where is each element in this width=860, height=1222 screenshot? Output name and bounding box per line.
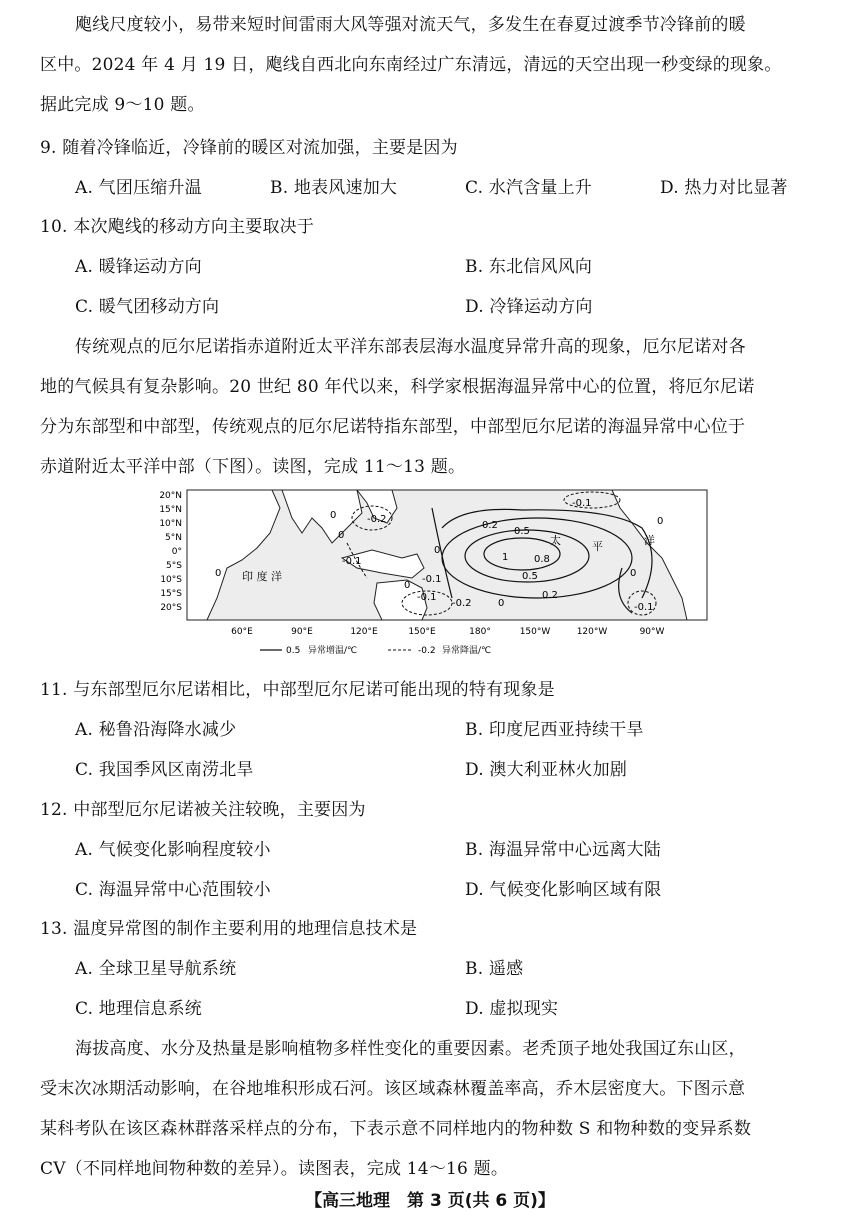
contour-label: 0	[498, 598, 505, 609]
question-10-option-b: B. 东北信风风向	[465, 257, 593, 277]
passage3-line-3: 某科考队在该区森林群落采样点的分布，下表示意不同样地内的物种数 S 和物种数的变异系数	[40, 1119, 752, 1139]
lon-label: 150°E	[408, 627, 436, 637]
lat-label: 5°N	[165, 533, 182, 543]
passage2-line-3: 分为东部型和中部型，传统观点的厄尔尼诺特指东部型，中部型厄尔尼诺的海温异常中心位于	[40, 417, 746, 437]
lat-label: 15°N	[159, 505, 182, 515]
lon-label: 120°W	[576, 627, 608, 637]
question-13-option-a: A. 全球卫星导航系统	[75, 959, 237, 979]
contour-label: 0	[434, 545, 441, 556]
page-footer: 【高三地理 第 3 页(共 6 页)】	[305, 1191, 555, 1211]
contour-label: -0.1	[342, 556, 362, 567]
question-11-option-a: A. 秘鲁沿海降水减少	[75, 720, 237, 740]
passage1-line-2: 区中。2024 年 4 月 19 日，飑线自西北向东南经过广东清远，清远的天空出现一秒变绿的现象。	[40, 55, 782, 75]
lat-label: 5°S	[166, 561, 182, 571]
contour-label: 0	[657, 516, 664, 527]
contour-label: 0	[404, 580, 411, 591]
question-12-option-d: D. 气候变化影响区域有限	[465, 880, 662, 900]
pacific-ocean-label-2: 平	[592, 540, 603, 553]
contour-label: -0.1	[572, 498, 592, 509]
question-9-option-c: C. 水汽含量上升	[465, 178, 593, 198]
lat-label: 0°	[171, 547, 182, 557]
question-10-stem: 10. 本次飑线的移动方向主要取决于	[40, 217, 315, 237]
contour-label: 0	[630, 568, 637, 579]
question-9-option-d: D. 热力对比显著	[660, 178, 788, 198]
question-10-option-a: A. 暖锋运动方向	[75, 257, 202, 277]
legend-cool-value: -0.2	[418, 646, 436, 656]
lat-label: 10°N	[159, 519, 182, 529]
sst-anomaly-map	[142, 488, 710, 658]
contour-label: 0.2	[542, 590, 558, 601]
question-11-option-d: D. 澳大利亚林火加剧	[465, 760, 628, 780]
pacific-ocean-label-3: 洋	[644, 534, 655, 547]
indian-ocean-label: 印 度 洋	[242, 570, 282, 583]
legend-cool-text: 异常降温/℃	[442, 646, 492, 656]
question-11-option-c: C. 我国季风区南涝北旱	[75, 760, 254, 780]
question-13-stem: 13. 温度异常图的制作主要利用的地理信息技术是	[40, 919, 418, 939]
question-9-stem: 9. 随着冷锋临近，冷锋前的暖区对流加强，主要是因为	[40, 138, 458, 158]
question-10-option-d: D. 冷锋运动方向	[465, 297, 593, 317]
pacific-ocean-label-1: 太	[550, 534, 561, 547]
question-12-option-b: B. 海温异常中心远离大陆	[465, 840, 661, 860]
lon-label: 90°E	[291, 627, 313, 637]
lon-label: 150°W	[519, 627, 551, 637]
contour-label: 0	[330, 510, 337, 521]
question-9-option-b: B. 地表风速加大	[270, 178, 398, 198]
passage2-line-1: 传统观点的厄尔尼诺指赤道附近太平洋东部表层海水温度异常升高的现象，厄尔尼诺对各	[75, 337, 746, 357]
contour-label: 0.8	[534, 554, 550, 565]
contour-label: 0	[338, 530, 345, 541]
lat-label: 20°N	[159, 491, 182, 501]
contour-label: -0.1	[634, 602, 654, 613]
question-12-stem: 12. 中部型厄尔尼诺被关注较晚，主要因为	[40, 800, 366, 820]
question-11-option-b: B. 印度尼西亚持续干旱	[465, 720, 644, 740]
contour-label: -0.2	[452, 598, 472, 609]
question-12-option-c: C. 海温异常中心范围较小	[75, 880, 271, 900]
question-12-option-a: A. 气候变化影响程度较小	[75, 840, 271, 860]
question-13-option-b: B. 遥感	[465, 959, 524, 979]
passage3-line-2: 受末次冰期活动影响，在谷地堆积形成石河。该区域森林覆盖率高，乔木层密度大。下图示意	[40, 1079, 746, 1099]
lon-label: 90°W	[639, 627, 665, 637]
passage3-line-4: CV（不同样地间物种数的差异）。读图表，完成 14～16 题。	[40, 1159, 509, 1179]
contour-label: -0.1	[417, 592, 437, 603]
question-13-option-c: C. 地理信息系统	[75, 999, 203, 1019]
contour-label: 0.5	[522, 571, 538, 582]
contour-label: -0.1	[422, 574, 442, 585]
passage3-line-1: 海拔高度、水分及热量是影响植物多样性变化的重要因素。老秃顶子地处我国辽东山区，	[75, 1039, 746, 1059]
legend-warm-value: 0.5	[286, 646, 301, 656]
lon-label: 60°E	[231, 627, 253, 637]
question-9-option-a: A. 气团压缩升温	[75, 178, 202, 198]
question-10-option-c: C. 暖气团移动方向	[75, 297, 220, 317]
lon-label: 120°E	[350, 627, 378, 637]
question-13-option-d: D. 虚拟现实	[465, 999, 559, 1019]
lat-label: 10°S	[160, 575, 182, 585]
contour-label: 0	[215, 568, 222, 579]
lat-label: 20°S	[160, 603, 182, 613]
contour-label: 0.5	[514, 526, 530, 537]
contour-label: 1	[502, 552, 509, 563]
contour-label: -0.2	[367, 514, 387, 525]
question-11-stem: 11. 与东部型厄尔尼诺相比，中部型厄尔尼诺可能出现的特有现象是	[40, 680, 555, 700]
legend-warm-text: 异常增温/℃	[308, 646, 358, 656]
lat-label: 15°S	[160, 589, 182, 599]
lon-label: 180°	[469, 627, 491, 637]
passage2-line-4: 赤道附近太平洋中部（下图）。读图，完成 11～13 题。	[40, 457, 466, 477]
contour-label: 0.2	[482, 520, 498, 531]
passage1-line-1: 飑线尺度较小，易带来短时间雷雨大风等强对流天气，多发生在春夏过渡季节冷锋前的暖	[75, 15, 746, 35]
passage1-line-3: 据此完成 9～10 题。	[40, 95, 205, 115]
passage2-line-2: 地的气候具有复杂影响。20 世纪 80 年代以来，科学家根据海温异常中心的位置，将厄尔尼诺	[40, 377, 755, 397]
